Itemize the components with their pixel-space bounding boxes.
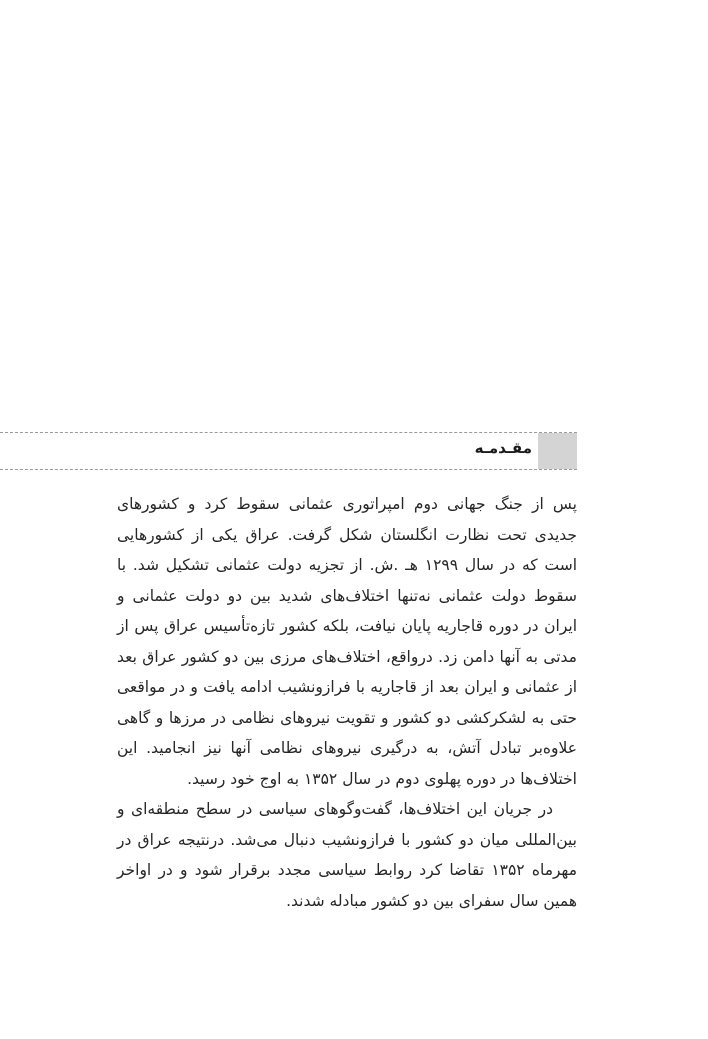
heading-bottom-dashed-rule (0, 469, 577, 470)
heading-top-dashed-rule (0, 432, 577, 433)
section-title: مقـدمـه (474, 439, 532, 457)
heading-gray-box (538, 433, 577, 469)
paragraph-2: در جریان این اختلاف‌ها، گفت‌وگوهای سیاسی در سطح منطقه‌ای و بین‌المللی میان دو کشور با فرازونشیب دنبال می‌شد. درنتیجه عراق در مهرماه ۱۳۵۲ تقاضا کرد روابط سیاسی مجدد برقرار شود و در اواخر همین سال سفرای بین دو کشور مبادله شدند. (117, 800, 578, 910)
paragraph-1: پس از جنگ جهانی دوم امپراتوری عثمانی سقوط کرد و کشورهای جدیدی تحت نظارت انگلستان شکل گرفت. عراق یکی از کشورهایی است که در سال ۱۲۹۹ هـ .ش. از تجزیه دولت عثمانی تشکیل شد. با سقوط دولت عثمانی نه‌تنها اختلاف‌های شدید بین دو دولت عثمانی و ایران در دوره قاجاریه پایان نیافت، بلکه کشور تازه‌تأسیس عراق پس از مدتی به آنها دامن زد. درواقع، اختلاف‌های مرزی بین دو کشور عراق بعد از عثمانی و ایران بعد از قاجاریه با فرازونشیب ادامه یافت و در مواقعی حتی به لشکرکشی دو کشور و تقویت نیروهای نظامی در مرزها و گاهی علاوه‌بر تبادل آتش، به درگیری نیروهای نظامی آنها نیز انجامید. این اختلاف‌ها در دوره پهلوی دوم در سال ۱۳۵۲ به اوج خود رسید. (117, 495, 577, 788)
body-text (117, 489, 577, 916)
